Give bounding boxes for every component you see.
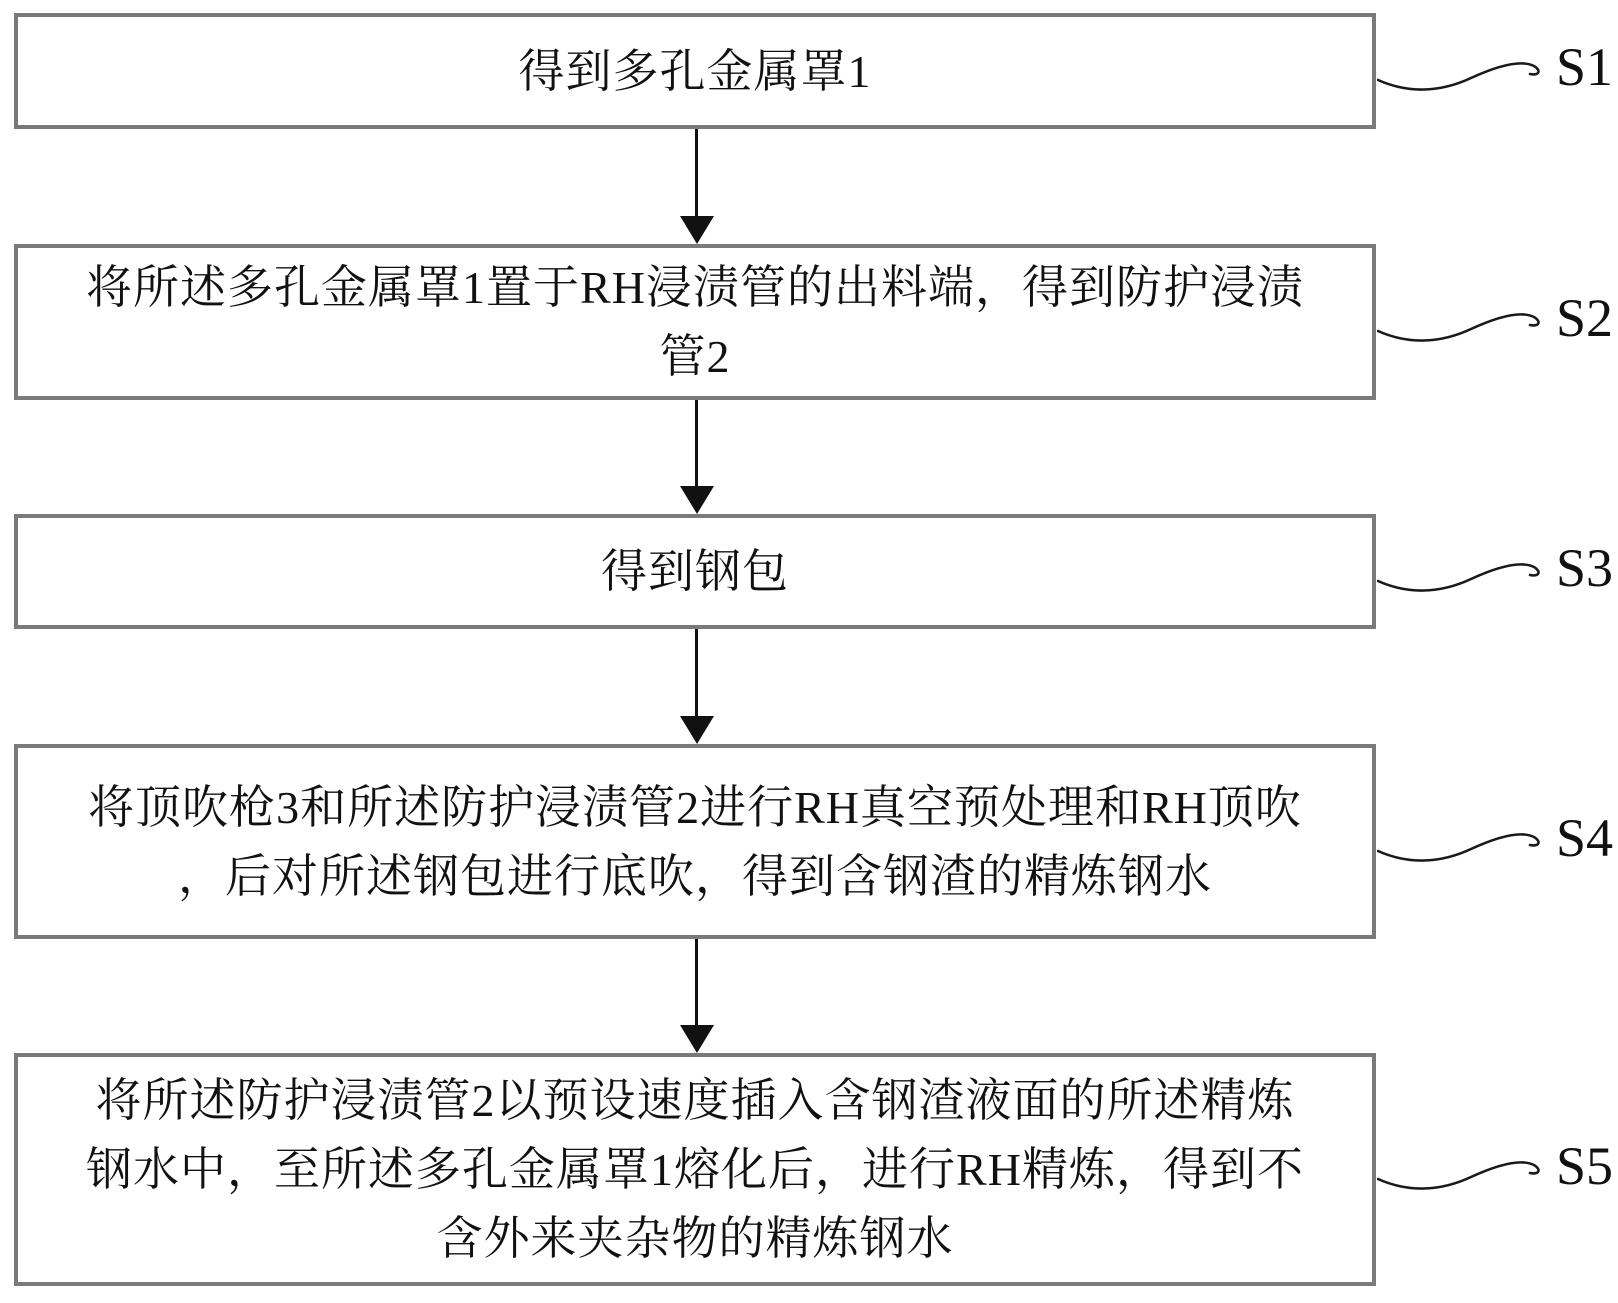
connector-squiggle-line (1377, 47, 1553, 95)
step-box-s3 (14, 514, 1376, 629)
arrow-head-icon (680, 216, 714, 244)
down-arrow (680, 129, 714, 244)
step-text: 将顶吹枪3和所述防护浸渍管2进行RH真空预处理和RH顶吹 ，后对所述钢包进行底吹，得到含钢渣的精炼钢水 (88, 781, 1302, 902)
squiggle-icon (1377, 298, 1553, 346)
step-text: 得到钢包 (601, 546, 789, 597)
step-box-s1 (14, 13, 1376, 129)
step-label-s4: S4 (1556, 807, 1614, 868)
arrow-head-icon (680, 716, 714, 744)
step-box-s5 (14, 1053, 1376, 1286)
arrow-line (695, 400, 698, 488)
arrow-head-icon (680, 1025, 714, 1053)
squiggle-icon (1377, 1146, 1553, 1194)
connector-squiggle-line (1377, 298, 1553, 346)
arrow-line (695, 629, 698, 718)
step-box-s2 (14, 244, 1376, 400)
step-text: 将所述多孔金属罩1置于RH浸渍管的出料端，得到防护浸渍 管2 (86, 262, 1304, 382)
connector-squiggle-line (1377, 818, 1553, 866)
down-arrow (680, 939, 714, 1053)
step-label-s5: S5 (1556, 1135, 1614, 1196)
down-arrow (680, 400, 714, 514)
step-box-s4 (14, 744, 1376, 939)
down-arrow (680, 629, 714, 744)
connector-squiggle-line (1377, 1146, 1553, 1194)
connector-squiggle-line (1377, 548, 1553, 596)
step-text: 将所述防护浸渍管2以预设速度插入含钢渣液面的所述精炼 钢水中，至所述多孔金属罩1熔化后，进行RH精炼，得到不 含外来夹杂物的精炼钢水 (86, 1075, 1304, 1264)
step-label-s2: S2 (1556, 288, 1614, 348)
step-label-s3: S3 (1556, 537, 1614, 598)
arrow-line (695, 129, 698, 218)
squiggle-icon (1377, 47, 1553, 95)
step-label-s1: S1 (1556, 37, 1614, 97)
squiggle-icon (1377, 548, 1553, 596)
squiggle-icon (1377, 818, 1553, 866)
step-text: 得到多孔金属罩1 (518, 45, 872, 97)
arrow-head-icon (680, 486, 714, 514)
arrow-line (695, 939, 698, 1027)
